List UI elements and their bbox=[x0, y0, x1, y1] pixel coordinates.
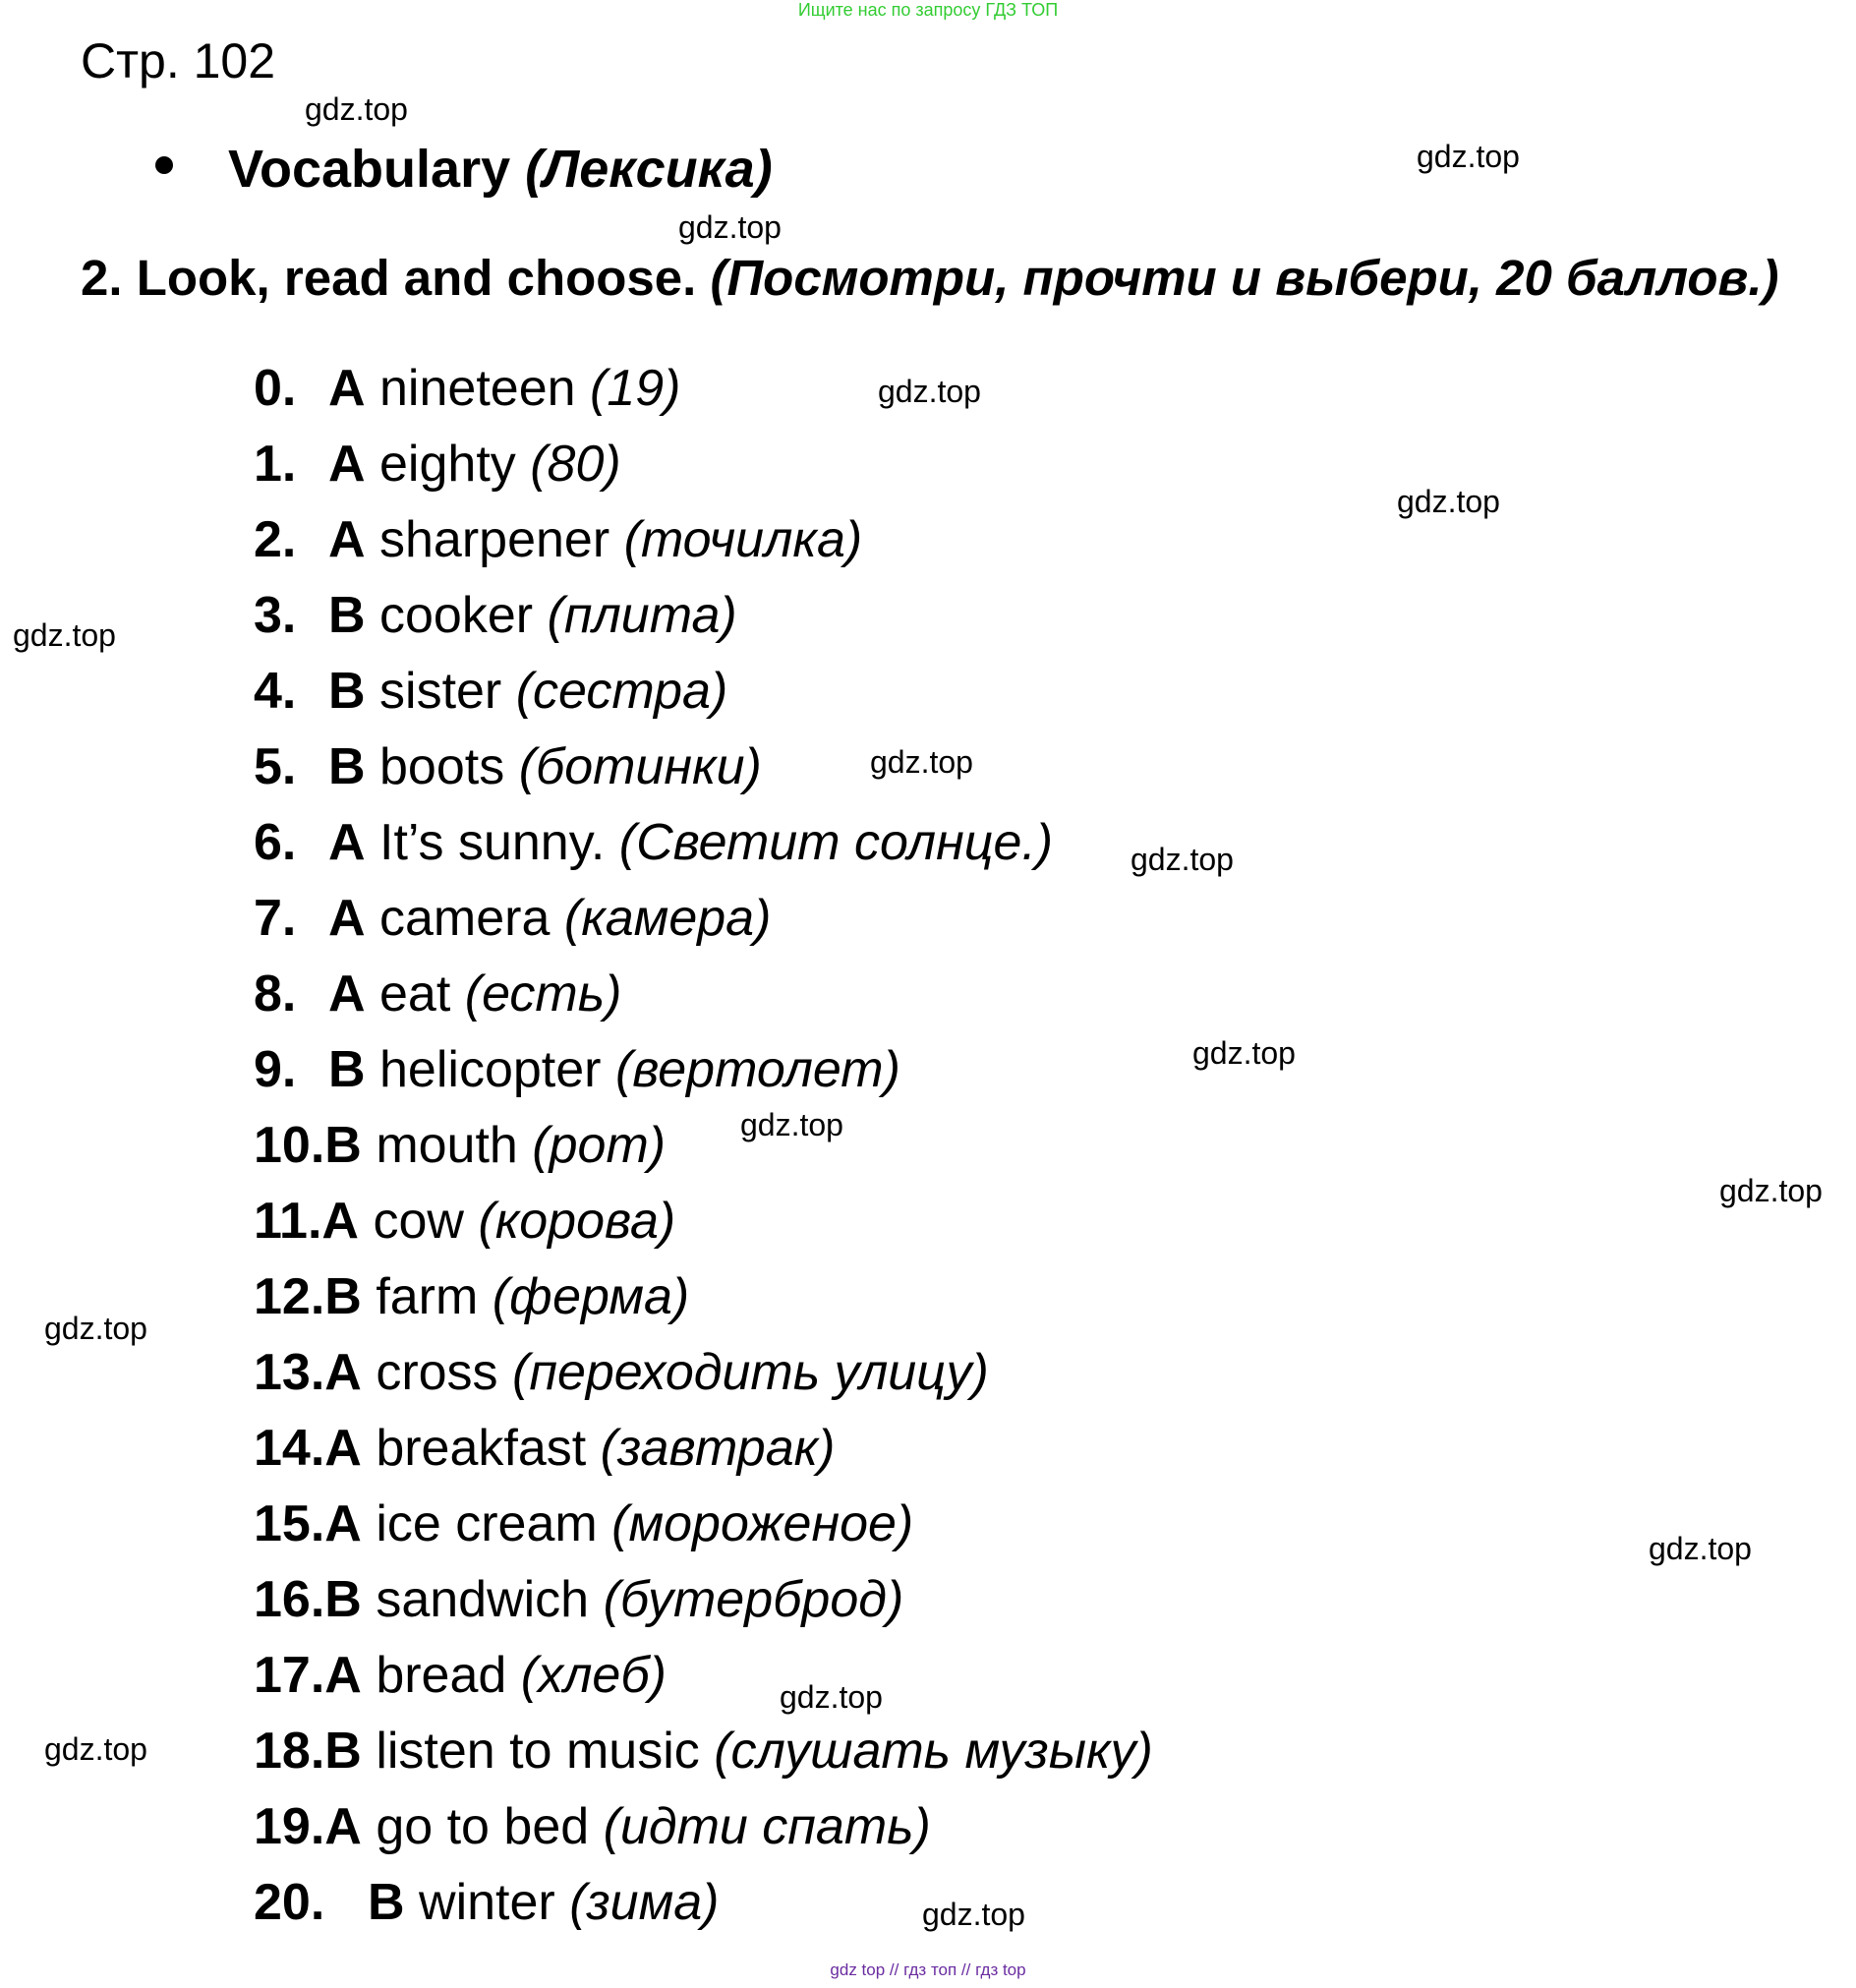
answer-word: cross bbox=[376, 1344, 498, 1401]
answer-item bbox=[254, 964, 621, 1024]
answer-translation: (есть) bbox=[464, 965, 622, 1023]
answer-number: 16. bbox=[254, 1571, 325, 1628]
answer-word: It’s sunny. bbox=[379, 814, 606, 871]
answer-translation: (ботинки) bbox=[518, 738, 762, 795]
watermark: gdz.top bbox=[1397, 484, 1500, 519]
watermark: gdz.top bbox=[678, 209, 782, 245]
answer-word: sandwich bbox=[376, 1571, 590, 1628]
watermark: gdz.top bbox=[13, 617, 116, 653]
answer-item bbox=[254, 1493, 913, 1554]
answer-translation: (сестра) bbox=[515, 663, 728, 720]
answer-translation: (переходить улицу) bbox=[512, 1344, 989, 1401]
answer-word: cow bbox=[373, 1193, 464, 1250]
answer-item bbox=[254, 585, 737, 646]
answer-translation: (вертолет) bbox=[614, 1041, 900, 1098]
bullet-point bbox=[155, 156, 173, 174]
answer-word: boots bbox=[379, 738, 505, 795]
answer-translation: (бутерброд) bbox=[603, 1571, 904, 1628]
answer-item bbox=[254, 509, 862, 570]
section-title-translation: (Лексика) bbox=[525, 140, 773, 199]
answer-number: 3. bbox=[254, 587, 297, 644]
section-title bbox=[228, 138, 773, 201]
answer-translation: (хлеб) bbox=[520, 1647, 667, 1704]
answer-word: breakfast bbox=[376, 1420, 587, 1477]
answer-letter: A bbox=[321, 1193, 359, 1250]
answer-translation: (корова) bbox=[478, 1193, 676, 1250]
answer-letter: B bbox=[328, 663, 366, 720]
answer-word: eat bbox=[379, 965, 451, 1023]
answer-word: cooker bbox=[379, 587, 534, 644]
answer-item bbox=[254, 1569, 903, 1630]
answer-letter: A bbox=[324, 1344, 362, 1401]
answer-letter: A bbox=[328, 436, 366, 493]
answer-letter: A bbox=[328, 814, 366, 871]
answer-number: 10. bbox=[254, 1117, 325, 1174]
answer-translation: (мороженое) bbox=[611, 1495, 914, 1552]
answer-translation: (плита) bbox=[547, 587, 737, 644]
answer-letter: B bbox=[324, 1117, 362, 1174]
answer-letter: A bbox=[328, 360, 366, 417]
answer-letter: B bbox=[328, 587, 366, 644]
answer-item bbox=[254, 1796, 931, 1857]
answer-item bbox=[254, 812, 1053, 873]
answer-word: winter bbox=[419, 1874, 555, 1931]
answer-number: 19. bbox=[254, 1798, 325, 1855]
answer-word: farm bbox=[376, 1268, 479, 1325]
watermark: gdz.top bbox=[1417, 139, 1520, 174]
footer-links: gdz top // гдз топ // гдз top bbox=[830, 1960, 1026, 1979]
answer-translation: (точилка) bbox=[623, 511, 863, 568]
answer-letter: B bbox=[328, 738, 366, 795]
watermark: gdz.top bbox=[878, 374, 981, 409]
answer-item bbox=[254, 1039, 900, 1100]
answer-letter: B bbox=[324, 1571, 362, 1628]
answer-letter: A bbox=[328, 511, 366, 568]
answer-translation: (ферма) bbox=[492, 1268, 690, 1325]
answer-translation: (завтрак) bbox=[600, 1420, 836, 1477]
answer-item bbox=[254, 1191, 675, 1252]
answer-item bbox=[254, 661, 727, 722]
watermark: gdz.top bbox=[780, 1679, 883, 1715]
answer-letter: B bbox=[324, 1723, 362, 1780]
answer-letter: A bbox=[324, 1647, 362, 1704]
watermark: gdz.top bbox=[870, 744, 973, 780]
watermark: gdz.top bbox=[1649, 1531, 1752, 1566]
watermark: gdz.top bbox=[922, 1897, 1025, 1932]
answer-letter: A bbox=[324, 1420, 362, 1477]
answer-word: nineteen bbox=[379, 360, 576, 417]
answer-number: 11. bbox=[254, 1193, 322, 1250]
answer-item bbox=[254, 1266, 689, 1327]
watermark: gdz.top bbox=[1131, 842, 1234, 877]
answer-number: 17. bbox=[254, 1647, 325, 1704]
answer-word: camera bbox=[379, 890, 551, 947]
answer-translation: (камера) bbox=[563, 890, 772, 947]
answer-number: 18. bbox=[254, 1723, 325, 1780]
watermark: gdz.top bbox=[44, 1311, 147, 1346]
answer-word: eighty bbox=[379, 436, 516, 493]
answer-item bbox=[254, 1115, 666, 1176]
answer-word: go to bed bbox=[376, 1798, 590, 1855]
answer-number: 2. bbox=[254, 511, 297, 568]
answer-letter: A bbox=[328, 965, 366, 1023]
answer-item bbox=[254, 736, 762, 797]
answer-item bbox=[254, 1342, 989, 1403]
answer-word: ice cream bbox=[376, 1495, 598, 1552]
answer-letter: B bbox=[368, 1874, 405, 1931]
answer-letter: A bbox=[328, 890, 366, 947]
watermark: gdz.top bbox=[1192, 1035, 1296, 1071]
answer-number: 14. bbox=[254, 1420, 325, 1477]
answer-letter: B bbox=[328, 1041, 366, 1098]
answer-number: 5. bbox=[254, 738, 297, 795]
watermark: gdz.top bbox=[740, 1107, 843, 1142]
answer-item bbox=[254, 434, 621, 495]
answer-word: bread bbox=[376, 1647, 507, 1704]
answer-number: 6. bbox=[254, 814, 297, 871]
answer-number: 13. bbox=[254, 1344, 325, 1401]
answer-number: 9. bbox=[254, 1041, 297, 1098]
answer-item bbox=[254, 1872, 719, 1933]
answer-translation: (Светит солнце.) bbox=[618, 814, 1054, 871]
task-title bbox=[81, 248, 1779, 309]
answer-item bbox=[254, 888, 771, 949]
answer-number: 1. bbox=[254, 436, 297, 493]
answer-number: 15. bbox=[254, 1495, 325, 1552]
page-reference: Стр. 102 bbox=[81, 33, 276, 88]
task-title-translation: (Посмотри, прочти и выбери, 20 баллов.) bbox=[710, 250, 1779, 306]
answer-item bbox=[254, 1645, 667, 1706]
answer-number: 12. bbox=[254, 1268, 325, 1325]
answer-item bbox=[254, 1418, 835, 1479]
answer-letter: A bbox=[324, 1495, 362, 1552]
answer-translation: (зима) bbox=[569, 1874, 720, 1931]
answer-translation: (рот) bbox=[532, 1117, 667, 1174]
answer-item bbox=[254, 1721, 1153, 1782]
answer-translation: (идти спать) bbox=[603, 1798, 931, 1855]
watermark: gdz.top bbox=[305, 91, 408, 127]
answer-item bbox=[254, 358, 680, 419]
answer-translation: (слушать музыку) bbox=[714, 1723, 1153, 1780]
answer-number: 4. bbox=[254, 663, 297, 720]
section-title-text: Vocabulary bbox=[228, 140, 511, 199]
answer-word: mouth bbox=[376, 1117, 518, 1174]
answer-letter: A bbox=[324, 1798, 362, 1855]
answer-word: listen to music bbox=[376, 1723, 700, 1780]
watermark: gdz.top bbox=[1719, 1173, 1823, 1208]
answer-translation: (80) bbox=[530, 436, 621, 493]
answer-number: 20. bbox=[254, 1874, 325, 1931]
answer-word: sharpener bbox=[379, 511, 610, 568]
task-title-text: 2. Look, read and choose. bbox=[81, 250, 697, 306]
answer-number: 0. bbox=[254, 360, 297, 417]
answer-number: 8. bbox=[254, 965, 297, 1023]
answer-translation: (19) bbox=[590, 360, 681, 417]
answer-word: helicopter bbox=[379, 1041, 602, 1098]
top-banner: Ищите нас по запросу ГДЗ ТОП bbox=[797, 0, 1059, 20]
answer-letter: B bbox=[324, 1268, 362, 1325]
watermark: gdz.top bbox=[44, 1731, 147, 1767]
answer-number: 7. bbox=[254, 890, 297, 947]
answer-word: sister bbox=[379, 663, 502, 720]
